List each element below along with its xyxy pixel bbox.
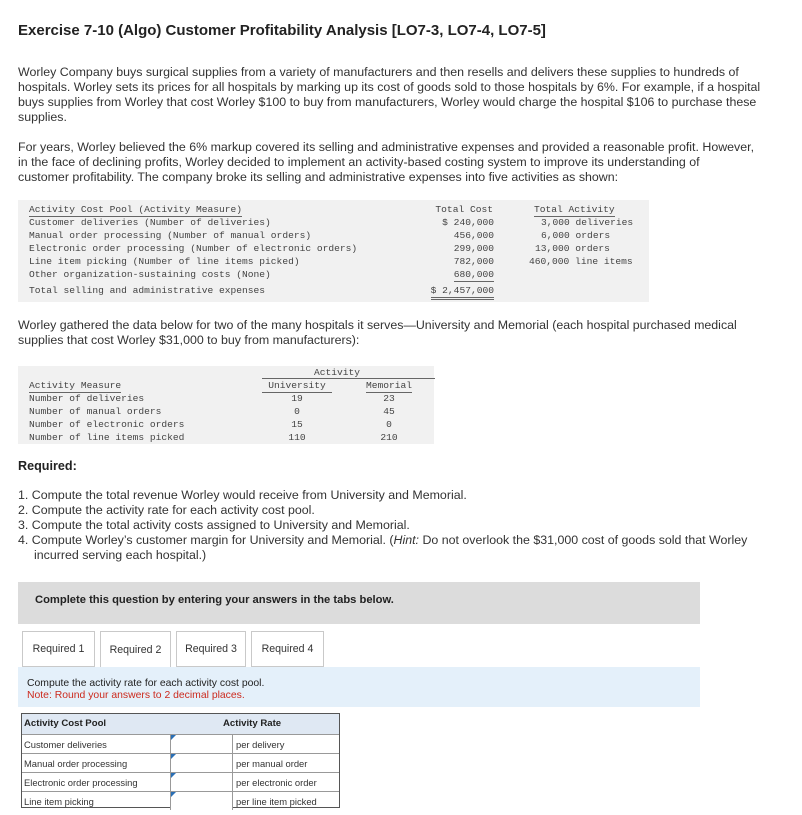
table-row [22, 753, 339, 772]
instruction-text: Compute the activity rate for each activity cost pool. [27, 678, 265, 689]
pool-activity: 13,000 orders [535, 243, 610, 254]
header-total-activity: Total Activity [534, 204, 615, 215]
measure-name: Number of manual orders [29, 406, 162, 417]
intro-p1-line: hospitals. Worley sets its prices for all hospitals by marking up its cost of goods sold to those hospitals by 6%. For example, if a hospital [18, 80, 761, 94]
header-activity-cost-pool: Activity Cost Pool (Activity Measure) [29, 204, 243, 215]
header-activity-group-label: Activity [313, 367, 361, 378]
table-row [22, 772, 339, 791]
complete-question-text: Complete this question by entering your answers in the tabs below. [35, 594, 394, 606]
tab-required-4[interactable]: Required 4 [251, 631, 324, 667]
rate-input-customer-deliveries[interactable] [171, 735, 232, 753]
input-marker-icon [171, 792, 176, 797]
rate-input-line-item-picking[interactable] [171, 792, 232, 810]
measure-name: Number of deliveries [29, 393, 145, 404]
intro-paragraph-1 [18, 65, 778, 125]
table-row [18, 243, 649, 256]
university-value: 0 [294, 406, 300, 417]
pool-activity: 6,000 orders [541, 230, 611, 241]
answer-table-header [22, 714, 339, 734]
measure-name: Number of electronic orders [29, 419, 185, 430]
rate-unit: per delivery [236, 739, 285, 750]
table-row [18, 432, 434, 445]
measure-name: Number of line items picked [29, 432, 185, 443]
memorial-value: 45 [383, 406, 395, 417]
pool-cost: 456,000 [453, 230, 494, 241]
table-total-row [18, 285, 649, 298]
memorial-value: 23 [383, 393, 395, 404]
rate-input-cell [170, 754, 233, 772]
memorial-value: 0 [386, 419, 392, 430]
header-activity-cost-pool: Activity Cost Pool [24, 718, 107, 729]
pool-activity: 3,000 deliveries [541, 217, 634, 228]
required-item-1: 1. Compute the total revenue Worley would receive from University and Memorial. [18, 488, 467, 502]
input-marker-icon [171, 754, 176, 759]
rate-unit: per electronic order [236, 777, 317, 788]
header-activity-rate: Activity Rate [223, 718, 282, 729]
intro-p2-line: customer profitability. The company broke its selling and administrative expenses into five activities as shown: [18, 170, 619, 184]
university-value: 19 [291, 393, 303, 404]
table-row [18, 269, 649, 282]
header-activity-measure: Activity Measure [29, 380, 122, 391]
header-activity-group [262, 367, 412, 378]
intro-p1-line: buys supplies from Worley that cost Worley $100 to buy from manufacturers, Worley would charge the hospital $106 to purchase these [18, 95, 757, 109]
required-item-4 [18, 533, 778, 548]
tab-required-2[interactable]: Required 2 [100, 631, 171, 668]
input-marker-icon [171, 773, 176, 778]
rate-unit: per line item picked [236, 796, 317, 807]
answer-pool-label: Electronic order processing [24, 777, 138, 788]
pool-activity: 460,000 line items [529, 256, 633, 267]
input-marker-icon [171, 735, 176, 740]
intro-p1-line: Worley Company buys surgical supplies from a variety of manufacturers and then resells and delivers these supplies to hundreds of [18, 65, 739, 79]
table-header-row [18, 204, 649, 217]
university-value: 110 [288, 432, 306, 443]
pool-name: Line item picking (Number of line items picked) [29, 256, 300, 267]
rate-input-cell [170, 735, 233, 753]
tab-required-1[interactable]: Required 1 [22, 631, 95, 667]
pool-cost: $ 240,000 [442, 217, 494, 228]
intro-paragraph-2 [18, 140, 778, 185]
pool-cost: 782,000 [453, 256, 494, 267]
pool-name: Manual order processing (Number of manual orders) [29, 230, 312, 241]
required-item-4-hint: Hint: [393, 533, 419, 547]
activity-cost-pool-table [18, 200, 649, 302]
group-underline [262, 378, 435, 379]
table-row [22, 791, 339, 810]
pool-cost: 299,000 [453, 243, 494, 254]
header-university: University [262, 380, 332, 393]
intro-paragraph-3 [18, 318, 778, 348]
rounding-note: Note: Round your answers to 2 decimal places. [27, 690, 245, 701]
page-title: Exercise 7-10 (Algo) Customer Profitability Analysis [LO7-3, LO7-4, LO7-5] [18, 22, 546, 39]
table-row [18, 217, 649, 230]
complete-question-banner [18, 582, 700, 624]
rate-input-cell [170, 792, 233, 810]
required-item-4-rest: Do not overlook the $31,000 cost of goods sold that Worley [419, 533, 748, 547]
university-value: 15 [291, 419, 303, 430]
table-header-row [18, 380, 434, 393]
memorial-value: 210 [380, 432, 398, 443]
table-group-header-row [18, 367, 434, 380]
pool-name: Customer deliveries (Number of deliveries) [29, 217, 271, 228]
intro-p1-line: supplies. [18, 110, 67, 124]
intro-p3-line: Worley gathered the data below for two of the many hospitals it serves—University and Memorial (each hospital purchased medical [18, 318, 737, 332]
instructions-panel [18, 667, 700, 707]
required-list [18, 488, 778, 563]
required-item-2: 2. Compute the activity rate for each activity cost pool. [18, 503, 315, 517]
required-item-4-continuation: incurred serving each hospital.) [34, 548, 207, 562]
rate-input-electronic-order-processing[interactable] [171, 773, 232, 791]
required-heading: Required: [18, 459, 77, 473]
intro-p3-line: supplies that cost Worley $31,000 to buy from manufacturers): [18, 333, 360, 347]
table-row [18, 256, 649, 269]
answer-pool-label: Line item picking [24, 796, 94, 807]
answer-pool-label: Customer deliveries [24, 739, 107, 750]
activity-measure-table [18, 366, 434, 444]
rate-unit: per manual order [236, 758, 308, 769]
table-row [18, 393, 434, 406]
pool-cost: 680,000 [453, 269, 494, 280]
rate-input-cell [170, 773, 233, 791]
table-row [18, 406, 434, 419]
pool-name: Electronic order processing (Number of electronic orders) [29, 243, 358, 254]
required-item-4-text: 4. Compute Worley’s customer margin for University and Memorial. ( [18, 533, 394, 547]
required-item-3: 3. Compute the total activity costs assigned to University and Memorial. [18, 518, 410, 532]
rate-input-manual-order-processing[interactable] [171, 754, 232, 772]
intro-p2-line: For years, Worley believed the 6% markup covered its selling and administrative expenses and provided a reasonable profit. However, [18, 140, 755, 154]
table-row [18, 419, 434, 432]
activity-rate-answer-table [21, 713, 340, 808]
table-row [18, 230, 649, 243]
answer-pool-label: Manual order processing [24, 758, 128, 769]
tab-required-3[interactable]: Required 3 [176, 631, 246, 667]
header-total-cost: Total Cost [435, 204, 493, 215]
total-cost: $ 2,457,000 [431, 285, 494, 300]
table-row [22, 734, 339, 753]
pool-name: Other organization-sustaining costs (None) [29, 269, 271, 280]
total-label: Total selling and administrative expenses [29, 285, 266, 296]
header-memorial: Memorial [366, 380, 413, 391]
intro-p2-line: in the face of declining profits, Worley decided to implement an activity-based costing system to improve its understanding of [18, 155, 700, 169]
